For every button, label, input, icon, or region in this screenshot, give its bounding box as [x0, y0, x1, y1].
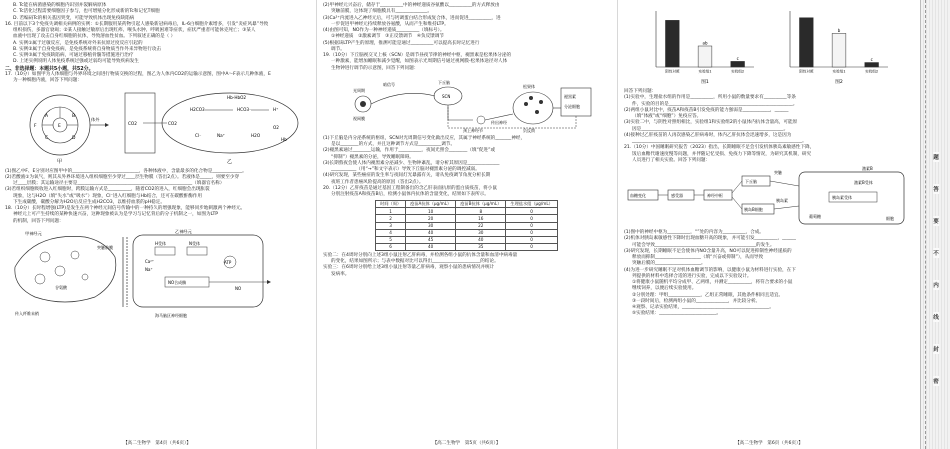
node-label: E [58, 123, 61, 129]
ca-label: Ca²⁺ [145, 258, 154, 264]
text-line: 生物钟进行调节的示意图，回答下列问题： [331, 65, 419, 71]
table-cell: 45 [406, 236, 456, 243]
text-line: 血液中出现了攻击自身红细胞的抗体，导致溶血性贫血。下列叙述正确的是（ ） [13, 34, 176, 40]
text-line: (1)实验中，生理盐水组的作用是__________，所用小鼠的数量要求有__________等条 [624, 95, 796, 101]
text-line: 一步促进甲神经元持续释放谷氨酸，从而产生和维持LTP。 [331, 21, 449, 27]
blood-glucose-label: 血糖变化 [630, 193, 646, 198]
table-cell: 40 [456, 236, 506, 243]
fiber-label: 传入纤维末梢 [15, 310, 39, 316]
question-20-parts [323, 253, 610, 278]
table-cell: 22 [456, 222, 506, 229]
table-cell: 0 [506, 243, 557, 250]
exam-page-6 [619, 0, 919, 449]
table-header: 生理盐水组（μg/mL） [506, 201, 557, 208]
h2co3-label: H2CO3 [190, 106, 205, 112]
text-line: 神经元上可产生持续的某种快速兴奋，这种现象被认为是学习与记忆背后的分子机制之一，如图为LTP [13, 212, 219, 218]
figure-17-jia [30, 95, 109, 165]
o2-label: O2 [273, 124, 279, 130]
table-cell: 40 [406, 229, 456, 236]
text-line: 件，实验的目的是______________________________________________________。 [632, 101, 798, 107]
binding-margin [920, 0, 950, 449]
cell-label: 细胞 [886, 216, 894, 221]
text-line: __________________________________________________________________________。 [632, 139, 807, 144]
node-label: C [45, 135, 49, 141]
text-line: （填“体液”或“细胞”）免疫应答。 [632, 114, 702, 119]
text-line: ②分别处理：甲组______________，乙组正常睡眠，其他条件相同且适宜。 [632, 292, 784, 298]
figure-21 [624, 166, 914, 228]
table-cell: 40 [406, 243, 456, 250]
table-header: 疫苗A抗体（μg/mL） [406, 201, 456, 208]
glucose-label: 葡萄糖 [809, 214, 821, 219]
bar [698, 46, 712, 67]
exam-page-4 [0, 0, 314, 449]
text-line: (2)若酸液①为氧气，则其从外界环境进入组织细胞至少穿过____层生物膜（答出2点）。若液体是_____，则要至少穿 [5, 174, 240, 180]
question-18 [5, 206, 309, 225]
neuron-a-label: 甲神经元 [25, 230, 42, 236]
h2o-label: H2O [251, 132, 261, 138]
center-label: 神经中枢 [707, 193, 723, 198]
figure-caption: 甲 [57, 158, 63, 165]
secretory-label: 分泌细胞 [564, 103, 580, 109]
n-receptor-label: N受体 [189, 240, 200, 246]
table-cell: 3 [376, 222, 406, 229]
text-line: A. 实例①属于过敏反应，是免疫系统对外来抗原过度反应引起的 [13, 40, 143, 46]
dashed-binding-line [925, 0, 926, 449]
text-line: 实验二：在4周时分别向上述3组小鼠注射乙肝病毒，并检测各组小鼠的抗体含量和血清中病毒量 [323, 252, 518, 258]
margin-char: 封 [933, 344, 939, 354]
text-line: (1)图中的神经中枢为__________，“”处的内容为__________，合成。 [624, 230, 764, 235]
ganglion-label: 颈上神经节 [463, 127, 483, 133]
figure-19 [323, 74, 610, 134]
question-21-parts [624, 230, 914, 318]
node-label: F [34, 123, 37, 129]
table-cell: 0 [506, 222, 557, 229]
text-line: 为一种细胞内液，回答下列问题： [13, 78, 82, 84]
hormone-b-label: 激素B [862, 166, 873, 171]
figure-18 [5, 227, 309, 323]
text-line: ⑤实验结果：_________________________。 [632, 311, 722, 317]
margin-char: 内 [933, 280, 939, 290]
text-line: (2)褪黑素通过________运输，作用于__________，夜间光照会________（填“促进”或 [323, 148, 496, 154]
table-cell: 30 [406, 222, 456, 229]
islet-b-label: 胰岛B细胞 [744, 207, 763, 212]
melatonin-label: 褪黑素 [564, 93, 576, 99]
text-line: ①将健康小鼠随机平均分成甲、乙两组，并测定__________，将符合要求的小鼠 [632, 280, 793, 285]
receptor-label: 感受器 [671, 193, 683, 198]
text-line: 人员进行了相关实验。回答下列问题： [632, 157, 711, 163]
table-cell: 35 [456, 243, 506, 250]
text-line: 16. 目前以下3个免疫失调相关病例的实例：①长期服用某药物引起人感染新冠病毒后，IL-6白细胞介素增多，引发“炎症风暴”导致 [5, 21, 269, 27]
bar-chart-1 [642, 5, 762, 87]
text-line: (2)两组小鼠对比中，疫苗A和疫苗B引发免疫的能力强弱是____________，______ [624, 107, 789, 113]
hco3-label: HCO3⁻ [237, 106, 252, 112]
text-line: ④观察、记录实验结果，______________________________________。 [632, 305, 774, 310]
bar [665, 20, 679, 67]
table-row [376, 243, 558, 250]
efferent-label: 传出神经 [491, 119, 507, 125]
bar [832, 33, 846, 67]
page-footer: 【高二生物学 第6页（共6页）】 [735, 441, 803, 446]
text-line: 一种激素，能增加睡眠和减少觉醒，如图表示光周期信号通过视网膜-松果体途径对人体 [331, 59, 508, 65]
table-cell: 10 [406, 208, 456, 215]
table-row [376, 222, 558, 229]
bar-value-label: b [837, 27, 841, 33]
margin-char: 题 [933, 152, 939, 162]
table-row [376, 208, 558, 215]
glutamate-label: 谷氨酸 [55, 284, 67, 290]
text-line: 夜班工作者患癌风险提高的原因（答出2点）。 [331, 179, 424, 185]
text-line: (3)若组织细胞吸收进入红细胞时，跨膜运输方式是__________，随着CO2的进入，红细胞会出现胀裂 [5, 187, 210, 193]
table-body [376, 208, 558, 251]
table-cell: 16 [456, 215, 506, 222]
pineal-label: 松果体 [523, 83, 535, 89]
charts-row [624, 5, 914, 87]
photoperiod-label: 光周期 [353, 87, 365, 93]
text-line: (4)接种过乙肝疫苗的人再次感染乙肝病毒时，体内乙肝抗体会迅速增多，这是因为 [624, 132, 792, 138]
hb-label: Hb-HbO2 [227, 94, 247, 100]
table-cell: 1 [376, 208, 406, 215]
bar-value-label: c [870, 57, 873, 63]
text-line: 的变化，结果如图所示；与表中数据对比可以得出_____________________的结论。 [331, 259, 499, 265]
text-line: 可能会导致____________________________________________的发生。 [632, 242, 775, 248]
question-17 [5, 72, 309, 85]
na-label: Na⁺ [145, 266, 153, 272]
table-cell: 30 [456, 229, 506, 236]
figure-17 [5, 87, 309, 167]
text-line: (3)研究发现，长期睡眠不足会使体内NO含量升高，NO可以促进抑制性神经递质的 [624, 248, 792, 254]
text-line: 释放而抑制____________________（填“兴奋或抑制”），从而导致 [632, 255, 764, 260]
text-line: 过____层膜；其运输途径主要是__________________________________________________（填器官名称） [13, 181, 225, 187]
hypothalamus-label: 下丘脑 [438, 79, 450, 85]
hypothalamus-label: 下丘脑 [745, 179, 757, 184]
text-line: (1)下丘脑是内分泌系统的枢纽，SCN对光周期信号变化做出反应，其属于神经系统的_______神经， [323, 135, 526, 141]
table-cell: 0 [506, 208, 557, 215]
question-21 [624, 145, 914, 164]
x-tick-label: 阴性对照 [665, 69, 680, 74]
text-line: (1)图乙中F、E分别对应图甲中的_____________________________，各种体液中，含量最多的化合物是_____________。 [5, 168, 247, 174]
table-cell: 0 [506, 229, 557, 236]
section-heading: 二、非选择题：本题共5小题，共52分。 [5, 65, 94, 72]
node-label: A [45, 113, 49, 119]
scn-label: SCN [442, 93, 451, 99]
text-line: D. 若编码Tc的相关基因突变，可能导致机体出现免疫缺陷病 [13, 15, 135, 21]
text-line: 调节。 [331, 46, 345, 52]
outside-label: 体外 [91, 116, 100, 122]
text-line: (2)机体对胰岛素敏感性下降时出现血糖升高的现象，并可能引发__________，______ [624, 236, 796, 242]
text-line: (4)为进一步研究睡眠不足对机体血糖调节的影响，以健康小鼠为材料进行实验，在下 [624, 267, 796, 273]
table-header: 疫苗B抗体（μg/mL） [456, 201, 506, 208]
bar-chart-2 [776, 5, 896, 87]
text-line: (2)甲神经元兴奋后，储存于__________中的神经递质谷氨酸以__________的方式释放由 [323, 3, 500, 8]
table-cell: 6 [376, 243, 406, 250]
x-tick-label: 实验组1 [698, 69, 712, 74]
antibody-table [375, 200, 558, 251]
bar [799, 18, 813, 67]
table-cell: 4 [376, 229, 406, 236]
table-row [376, 229, 558, 236]
no-synthase-label: NO合成酶 [168, 279, 187, 285]
text-line: C. 实例③属于免疫缺陷病，可通过移植骨髓等措施进行治疗 [13, 53, 134, 58]
retina-label: 视网膜 [353, 115, 365, 121]
question-17-parts [5, 169, 309, 207]
na-label: Na⁺ [217, 132, 225, 138]
margin-char: 答 [933, 184, 939, 194]
exam-page-5 [318, 0, 615, 449]
x-tick-label: 实验组1 [832, 69, 846, 74]
text-line: 的机制，回答下列问题： [13, 218, 64, 224]
text-line: D. 上述实例说明人体免疫系统过强或过弱均可能导致疾病发生 [13, 59, 139, 65]
text-line: ___________（用“→”和文字表示）导致下丘脑对褪黑素分泌的调控减弱。 [331, 167, 480, 172]
question-19-parts [323, 136, 610, 186]
table-cell: 20 [406, 215, 456, 222]
text-line: 下生成碳酸，碳酸分解为H2O后反应生成H2CO3，以维持血浆的pH稳定。 [13, 199, 165, 205]
question-18-parts [323, 3, 610, 53]
x-tick-label: 阴性对照 [799, 69, 814, 74]
q15-options [5, 3, 309, 22]
table-header-row [376, 201, 558, 208]
text-line: 17.（10分）如图甲为人体细胞与外界环境之间进行物质交换的过程，图乙为人体内CO2的运输示意图，图中A～F表示几种体液，E [5, 72, 271, 78]
chart-caption: 图2 [835, 80, 843, 85]
table-cell: 5 [376, 236, 406, 243]
page-footer: 【高二生物学 第4页（共6页）】 [123, 441, 191, 446]
text-line: (5)根据该LTP产生的原理，推测可能是通过__________可以提高长时记忆进行 [323, 40, 480, 46]
text-line: 突触前膜，这体现了细胞膜具有______________。 [331, 9, 433, 15]
bar-value-label: ab [702, 40, 708, 46]
bar-value-label: c [736, 55, 739, 61]
text-line: 21.（10分）中国睡眠研究报告（2023）指出，长期睡眠不足会引发机体胰岛素敏感性下降， [624, 145, 815, 151]
table-header: 时间（周） [376, 201, 406, 208]
table-cell: 8 [456, 208, 506, 215]
text-line: 因是______________________________________________________________。 [632, 126, 789, 132]
x-tick-label: 实验组2 [731, 69, 745, 74]
bar [865, 63, 879, 67]
synapse-label: 突触 [774, 170, 782, 175]
text-line: 现象，这与H2O（填“失水”或“吸水”）现象，Cl⁻进入红细胞与Hb结合，还可在碳酸酐酶作用 [13, 193, 202, 199]
question-20 [323, 186, 610, 199]
text-line: C. Tc活化过程需要细胞因子参与，也可增殖分化形成新的Tc和记忆T细胞 [13, 9, 160, 15]
text-line: 是以________的方式，并且这种调节方式是__________调节。 [331, 142, 456, 147]
question-19 [323, 53, 610, 72]
co2-label: CO2 [168, 120, 177, 126]
text-line: 继续饲养，以便后续实验使用。 [632, 286, 697, 292]
hormone-b-receptor-label: 激素B受体 [854, 180, 873, 185]
margin-char: 不 [933, 248, 939, 258]
text-line: 18.（10分）长时程增强(LTP)是发生在两个神经元间信号传输中的一种持久的增强现象，能够同步地刺激两个神经元。 [5, 206, 246, 212]
text-line: (3)长期熬夜会使人体内褪黑素分泌减少、生物钟紊乱，请分析其原因是______________ [323, 160, 500, 166]
table-cell: 0 [506, 215, 557, 222]
text-line: ①神经递质 ②激素调节 ③正反馈调节 ④负反馈调节 [331, 34, 444, 40]
co2-label: CO2 [128, 120, 137, 126]
h-label: H⁺ [273, 106, 279, 112]
hb2-label: Hb [281, 136, 287, 142]
text-line: 19.（10分）下丘脑视交叉上核（SCN）是调节昼夜节律的神经中枢，褪黑素是松果体分泌的 [323, 53, 512, 58]
text-line: 饭后血糖代谢速度慢等问题，并伴随记忆受损、免疫力下降等情况，为研究其机制，研究 [632, 151, 812, 157]
dark-signal-label: 暗信号 [383, 81, 395, 87]
node-label: B [72, 113, 76, 119]
table-row [376, 215, 558, 222]
presynaptic-label: 突触前膜 [97, 244, 113, 250]
text-line: (3)Ca²⁺内流进入乙神经元后，可与钙调蛋白结合形成复合体，进而促进__________，进 [323, 15, 501, 21]
chart-caption: 图1 [701, 80, 709, 85]
text-line: (4)研究发现，某些癌症的发生率与夜间灯光暴露有关，请从免疫调节角度分析长期 [323, 173, 491, 179]
table-cell: 0 [506, 236, 557, 243]
text-line: (4)由图可知，NO作为一种神经递质__________（填标号）。 [323, 28, 445, 33]
margin-char: 密 [933, 376, 939, 386]
hippocampus-label: 海马脑区神经细胞 [155, 312, 187, 318]
neuron-b-label: 乙神经元 [175, 228, 192, 234]
atp-label: ATP [224, 259, 232, 265]
text-line: 突触后膜的____________________。 [632, 261, 706, 267]
negative-feedback-label: 负反馈 [523, 127, 535, 133]
h-receptor-label: H受体 [155, 240, 167, 246]
margin-char: 要 [933, 216, 939, 226]
node-label: D [72, 135, 76, 141]
text-line: “抑制”）褪黑素的分泌，导致睡眠障碍。 [331, 154, 414, 160]
text-line: ③一段时间后，检测两组小鼠的______________，并比较分析。 [632, 298, 761, 304]
question-16 [5, 22, 309, 66]
column-divider [316, 0, 317, 449]
text-line: 组织损伤，多器官衰竭；②某人接触过敏原后出现红疹、喉头水肿、呼吸困难等症状，症状严重者可能休克死亡；③某人 [13, 28, 256, 33]
text-line: 发病率。 [331, 271, 350, 277]
insulin-label: 胰岛素 [776, 198, 788, 203]
table-cell: 2 [376, 215, 406, 222]
figure-caption: 乙 [227, 158, 233, 165]
text-line: 20.（12分）乙肝疫苗是通过基因工程制备出的含乙肝表面抗原的蛋白质疫苗，将小鼠 [323, 185, 497, 191]
no-label: NO [235, 285, 242, 291]
text-line: 回答下列问题： [624, 89, 657, 94]
column-divider [617, 0, 618, 449]
text-line: B. Tc能在病菌感染的细胞内识别并裂解病原体 [13, 3, 107, 8]
margin-char: 线 [933, 312, 939, 322]
figure-17-yi [125, 93, 298, 165]
page-footer: 【高二生物学 第5页（共6页）】 [432, 441, 501, 446]
bar [731, 61, 745, 67]
question-20-cont [624, 89, 914, 145]
text-line: 实验三：在6周时分别给上述3组小鼠注射等量乙肝病毒，观察小鼠的患病情况并统计 [323, 265, 495, 271]
text-line: 分别注射疫苗A和疫苗B后，检测小鼠体内抗体的含量变化，结果如下表所示。 [331, 192, 489, 197]
table-row [376, 236, 558, 243]
text-line: (3)实验二中，与阴性对照组相比，实验组1和实验组2的小鼠体内抗体含量高，可能原 [624, 120, 798, 126]
insulin-receptor-label: 胰岛素受体 [832, 195, 852, 200]
cl-label: Cl⁻ [195, 132, 202, 138]
x-tick-label: 实验组2 [865, 69, 879, 74]
text-line: B. 实例②属于自身免疫病，是免疫系统将自身物质当作外来异物进行攻击 [13, 46, 162, 52]
text-line: 列提供的材料中选择合适的进行实验，完成以下实验设计。 [632, 273, 752, 279]
